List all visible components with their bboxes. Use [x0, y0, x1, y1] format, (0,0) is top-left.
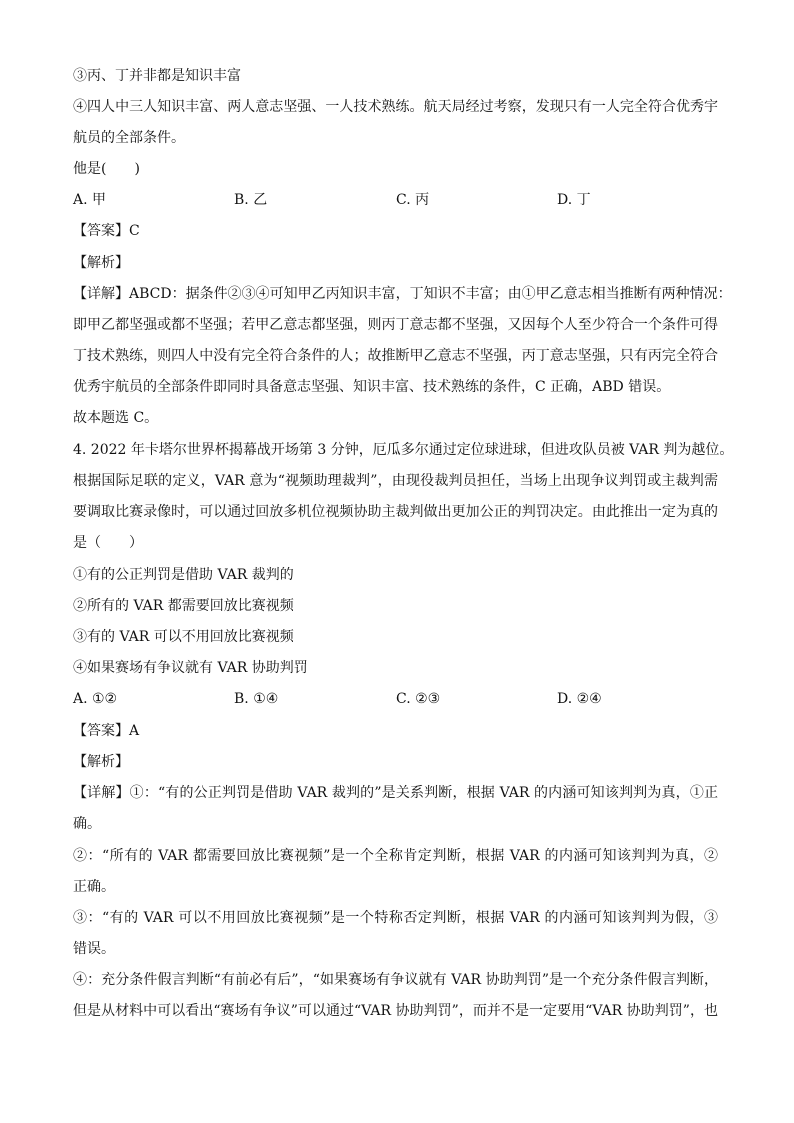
q4-item-3: ③有的 VAR 可以不用回放比赛视频 — [73, 629, 294, 645]
q4-detail-line-1: 【详解】①：“有的公正判罚是借助 VAR 裁判的”是关系判断，根据 VAR 的内涵可知该判判为真，①正 — [73, 785, 718, 801]
q3-answer: 【答案】C — [73, 223, 140, 239]
q3-detail-line-2: 即甲乙都坚强或都不坚强；若甲乙意志都坚强，则丙丁意志都不坚强，又因每个人至少符合一个条件可得 — [73, 317, 718, 333]
q4-option-c: C. ②③ — [396, 691, 441, 707]
condition-4-line-2: 航员的全部条件。 — [73, 130, 185, 146]
q3-analysis-heading: 【解析】 — [73, 255, 129, 271]
q4-stem-line-2: 根据国际足联的定义，VAR 意为“视频助理裁判”，由现役裁判员担任，当场上出现争议判罚或主裁判需 — [73, 473, 718, 489]
q4-item-2: ②所有的 VAR 都需要回放比赛视频 — [73, 598, 294, 614]
q4-item-4: ④如果赛场有争议就有 VAR 协助判罚 — [73, 660, 308, 676]
q4-detail-line-8: 但是从材料中可以看出“赛场有争议”可以通过“VAR 协助判罚”，而并不是一定要用“VAR 协助判罚”，也 — [73, 1003, 718, 1019]
q4-answer: 【答案】A — [73, 723, 140, 739]
q4-stem-line-3: 要调取比赛录像时，可以通过回放多机位视频协助主裁判做出更加公正的判罚决定。由此推出一定为真的 — [73, 504, 718, 520]
q4-stem-line-4: 是（ ） — [73, 535, 143, 551]
q3-option-d: D. 丁 — [557, 192, 591, 208]
q3-option-c: C. 丙 — [396, 192, 430, 208]
condition-3: ③丙、丁并非都是知识丰富 — [73, 68, 241, 84]
q3-detail-line-3: 丁技术熟练，则四人中没有完全符合条件的人；故推断甲乙意志不坚强，丙丁意志坚强，只有丙完全符合 — [73, 348, 718, 364]
q3-option-b: B. 乙 — [234, 192, 268, 208]
q4-detail-line-3: ②：“所有的 VAR 都需要回放比赛视频”是一个全称肯定判断，根据 VAR 的内涵可知该判判为真，② — [73, 848, 718, 864]
q3-detail-line-1: 【详解】ABCD：据条件②③④可知甲乙丙知识丰富，丁知识不丰富；由①甲乙意志相当推断有两种情况： — [73, 286, 732, 302]
q4-detail-line-2: 确。 — [73, 816, 101, 832]
q4-analysis-heading: 【解析】 — [73, 754, 129, 770]
q4-option-d: D. ②④ — [557, 691, 602, 707]
q4-stem-line-1: 4. 2022 年卡塔尔世界杯揭幕战开场第 3 分钟，厄瓜多尔通过定位球进球，但进攻队员被 VAR 判为越位。 — [73, 442, 734, 458]
q3-conclusion: 故本题选 C。 — [73, 410, 159, 426]
q4-detail-line-7: ④：充分条件假言判断“有前必有后”，“如果赛场有争议就有 VAR 协助判罚”是一个充分条件假言判断， — [73, 972, 718, 988]
q3-detail-line-4: 优秀宇航员的全部条件即同时具备意志坚强、知识丰富、技术熟练的条件，C 正确，ABD 错误。 — [73, 379, 671, 395]
question-3-stem: 他是( ) — [73, 161, 140, 177]
condition-4-line-1: ④四人中三人知识丰富、两人意志坚强、一人技术熟练。航天局经过考察，发现只有一人完全符合优秀宇 — [73, 99, 718, 115]
q4-detail-line-5: ③：“有的 VAR 可以不用回放比赛视频”是一个特称否定判断，根据 VAR 的内涵可知该判判为假，③ — [73, 910, 718, 926]
q3-option-a: A. 甲 — [73, 192, 107, 208]
q4-option-a: A. ①② — [73, 691, 118, 707]
q4-item-1: ①有的公正判罚是借助 VAR 裁判的 — [73, 567, 294, 583]
q4-detail-line-6: 错误。 — [73, 941, 115, 957]
q4-option-b: B. ①④ — [234, 691, 279, 707]
q4-detail-line-4: 正确。 — [73, 879, 115, 895]
